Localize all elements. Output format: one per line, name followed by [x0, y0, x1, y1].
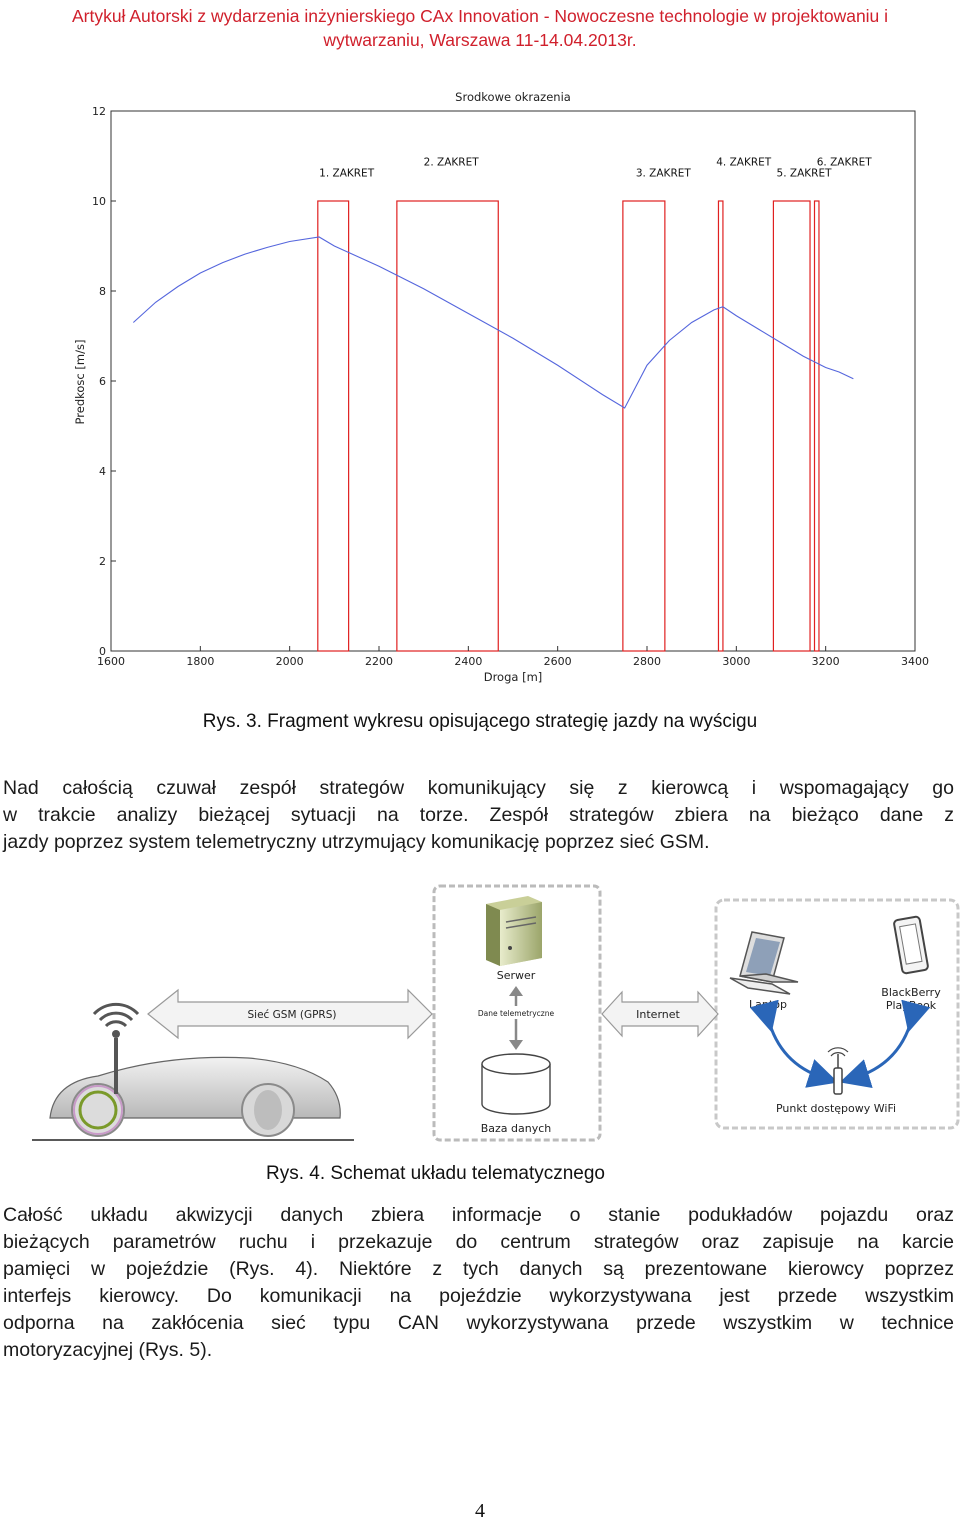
paragraph-line: odporna na zakłócenia sieć typu CAN wykorzystywana przede wszystkim w technice [3, 1312, 954, 1334]
gsm-label: Sieć GSM (GPRS) [247, 1009, 337, 1021]
vehicle-icon [32, 1057, 354, 1140]
wifi-label: Punkt dostępowy WiFi [775, 1102, 897, 1115]
paragraph-line: interfejs kierowcy. Do komunikacji na pojeździe wykorzystywana jest przede wszystkim [3, 1285, 954, 1307]
x-tick-label: 2600 [543, 655, 572, 668]
telemetry-label: Dane telemetryczne [477, 1009, 555, 1018]
corner-label: 6. ZAKRET [816, 156, 872, 169]
chart-title: Srodkowe okrazenia [455, 90, 571, 104]
paragraph-line: motoryzacyjnej (Rys. 5). [3, 1339, 213, 1361]
paragraph-line: jazdy poprzez system telemetryczny utrzymujący komunikację poprzez sieć GSM. [3, 831, 710, 853]
corner-zone [718, 201, 722, 651]
server-icon [486, 896, 542, 966]
fig3-caption: Rys. 3. Fragment wykresu opisującego strategię jazdy na wyścigu [202, 711, 758, 732]
paragraph-gsm [3, 775, 954, 856]
x-tick-label: 2200 [365, 655, 393, 668]
paragraph-line: bieżących parametrów ruchu i przekazuje do centrum strategów oraz zapisuje na karcie [3, 1231, 954, 1253]
corner-label: 2. ZAKRET [423, 156, 479, 169]
y-tick-label: 8 [99, 285, 106, 298]
corner-label: 1. ZAKRET [319, 167, 375, 180]
paragraph-line: Nad całością czuwał zespół strategów komunikujący się z kierowcą i wspomagający go [3, 777, 954, 799]
blackberry-label-2: PlayBook [885, 999, 937, 1012]
x-tick-label: 1800 [186, 655, 215, 668]
x-tick-label: 2000 [275, 655, 304, 668]
speed-strategy-chart [0, 82, 960, 692]
corner-zone [815, 201, 819, 651]
speed-series-line [133, 237, 853, 408]
x-tick-label: 3200 [811, 655, 840, 668]
server-label: Serwer [496, 969, 536, 982]
fig4-caption-text: Rys. 4. Schemat układu telematycznego [266, 1163, 606, 1184]
y-tick-label: 12 [92, 105, 106, 118]
y-tick-label: 10 [92, 195, 106, 208]
internet-label: Internet [636, 1008, 680, 1021]
y-tick-label: 0 [99, 645, 106, 658]
page-number: 4 [475, 1500, 485, 1522]
telematics-diagram [28, 878, 960, 1146]
x-tick-label: 1600 [97, 655, 125, 668]
x-tick-label: 3000 [722, 655, 751, 668]
paragraph-line: w trakcie analizy bieżącej sytuacji na torze. Zespół strategów zbiera na bieżąco dane z [3, 804, 954, 826]
corner-label: 5. ZAKRET [776, 167, 832, 180]
paragraph-acquisition [3, 1202, 954, 1364]
corner-label: 4. ZAKRET [716, 156, 772, 169]
y-tick-label: 4 [99, 465, 106, 478]
header-line-1: Artykuł Autorski z wydarzenia inżynierskiego CAx Innovation - Nowoczesne technologie w projektowaniu i [71, 6, 889, 26]
document-header [0, 4, 960, 52]
x-tick-label: 3400 [901, 655, 929, 668]
paragraph-line: Całość układu akwizycji danych zbiera informacje o stanie podukładów pojazdu oraz [3, 1204, 954, 1226]
y-tick-label: 6 [99, 375, 106, 388]
x-tick-label: 2800 [633, 655, 661, 668]
plot-frame [111, 111, 915, 651]
paragraph-line: pamięci w pojeździe (Rys. 4). Niektóre z tych danych są prezentowane kierowcy poprzez [3, 1258, 954, 1280]
corner-zone [773, 201, 810, 651]
database-label: Baza danych [480, 1122, 552, 1135]
x-tick-label: 2400 [454, 655, 483, 668]
blackberry-label-1: BlackBerry [881, 986, 941, 999]
x-axis-label: Droga [m] [483, 670, 543, 684]
laptop-label: Laptop [749, 998, 787, 1011]
corner-zone [318, 201, 349, 651]
y-axis-label: Predkosc [m/s] [73, 339, 87, 425]
header-line-2: wytwarzaniu, Warszawa 11-14.04.2013r. [323, 30, 637, 50]
corner-zone [397, 201, 498, 651]
y-tick-label: 2 [99, 555, 106, 568]
corner-zone [623, 201, 665, 651]
corner-label: 3. ZAKRET [635, 167, 691, 180]
database-icon [482, 1054, 550, 1114]
